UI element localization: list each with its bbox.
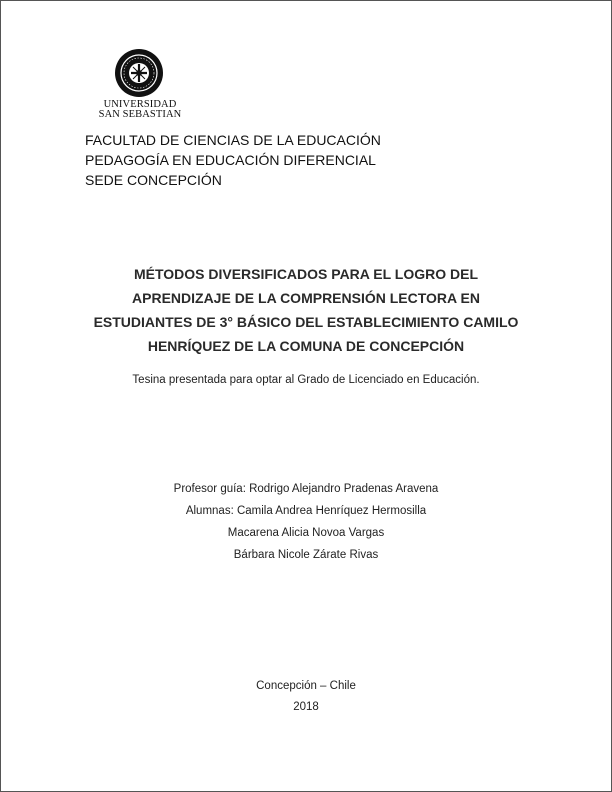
university-logo [96, 48, 184, 124]
campus-line: SEDE CONCEPCIÓN [85, 172, 222, 188]
thesis-subtitle: Tesina presentada para optar al Grado de Licenciado en Educación. [132, 374, 480, 386]
place-line: Concepción – Chile [256, 680, 356, 692]
university-seal-icon [114, 48, 164, 98]
university-name-line2: SAN SEBASTIAN [98, 109, 182, 120]
place-date-block [0, 676, 612, 718]
student-line-3: Bárbara Nicole Zárate Rivas [233, 549, 379, 561]
university-name-line1: UNIVERSIDAD [103, 99, 177, 110]
program-line: PEDAGOGÍA EN EDUCACIÓN DIFERENCIAL [85, 152, 376, 168]
university-name [96, 100, 184, 120]
advisor-line: Profesor guía: Rodrigo Alejandro Pradenas Aravena [173, 483, 439, 495]
title-line-3: ESTUDIANTES DE 3° BÁSICO DEL ESTABLECIMIENTO CAMILO [93, 314, 519, 330]
year-line: 2018 [293, 701, 319, 713]
thesis-title [40, 262, 572, 358]
title-line-2: APRENDIZAJE DE LA COMPRENSIÓN LECTORA EN [132, 290, 480, 306]
faculty-block [85, 130, 381, 190]
title-line-4: HENRÍQUEZ DE LA COMUNA DE CONCEPCIÓN [147, 338, 465, 354]
faculty-line: FACULTAD DE CIENCIAS DE LA EDUCACIÓN [85, 132, 381, 148]
title-line-1: MÉTODOS DIVERSIFICADOS PARA EL LOGRO DEL [133, 266, 479, 282]
authors-block [0, 478, 612, 566]
student-line-2: Macarena Alicia Novoa Vargas [227, 527, 385, 539]
student-line-1: Alumnas: Camila Andrea Henríquez Hermosilla [185, 505, 427, 517]
